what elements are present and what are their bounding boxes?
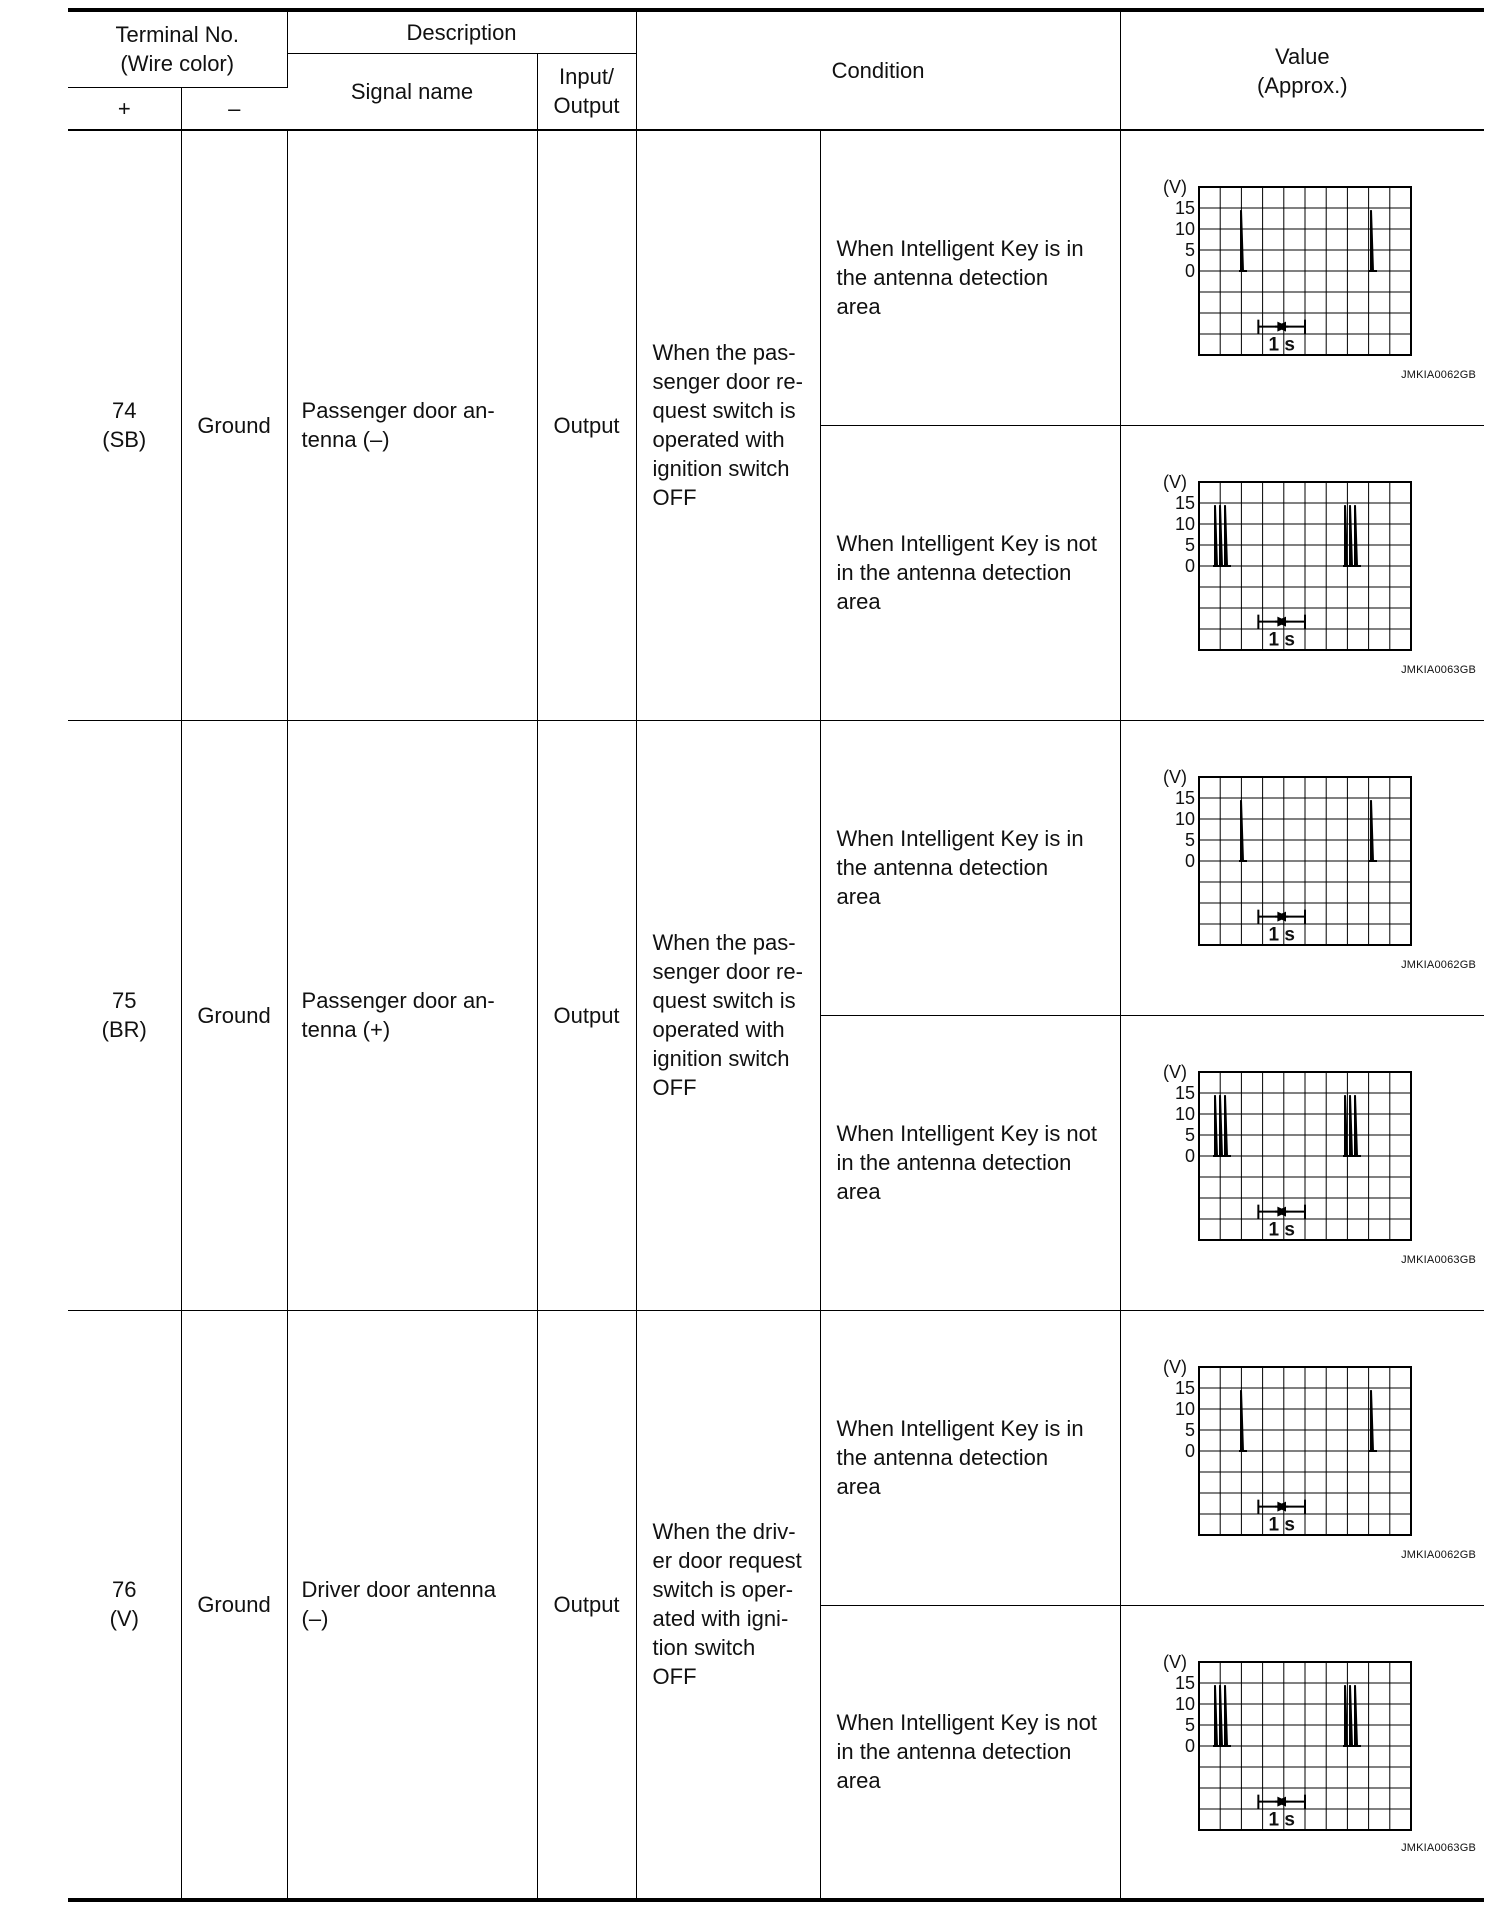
sub-condition-cell	[820, 1310, 1120, 1605]
y-unit-label: (V)	[1162, 1061, 1187, 1082]
signal-line: tenna (+)	[301, 1017, 391, 1042]
terminal-header-text: Terminal No.	[115, 22, 239, 48]
y-unit-label: (V)	[1162, 177, 1187, 197]
waveform-cell	[1120, 1605, 1484, 1900]
y-tick-label: 15	[1174, 1377, 1195, 1398]
figure-code: JMKIA0062GB	[1401, 958, 1477, 971]
condition-line: OFF	[652, 485, 697, 511]
ground-cell: Ground	[181, 130, 287, 720]
terminal-cell	[68, 720, 181, 1310]
sub-condition-line: the antenna detection	[836, 1445, 1049, 1470]
y-tick-label: 10	[1174, 513, 1195, 534]
time-scale-label: 1 s	[1268, 1809, 1295, 1831]
plus-header: +	[68, 87, 181, 130]
signal-pulse	[1239, 210, 1247, 271]
sub-condition-line: When Intelligent Key is in	[836, 1416, 1084, 1441]
table-row	[68, 1310, 1484, 1605]
signal-pulse	[1239, 1390, 1247, 1451]
condition-line: quest switch is	[652, 398, 796, 424]
y-tick-label: 10	[1174, 1398, 1195, 1419]
condition-line: quest switch is	[652, 988, 796, 1013]
time-scale-label: 1 s	[1268, 629, 1295, 651]
wire-color: (SB)	[102, 427, 147, 453]
signal-pulse	[1369, 800, 1377, 861]
sub-condition-line: in the antenna detection	[836, 1150, 1072, 1175]
sub-condition-line: When Intelligent Key is in	[836, 826, 1084, 851]
condition-cell	[636, 720, 820, 1310]
condition-cell	[636, 130, 820, 720]
io-header-text-2: Output	[553, 93, 620, 119]
figure-code: JMKIA0063GB	[1401, 663, 1477, 676]
condition-line: operated with	[652, 1017, 785, 1042]
io-cell: Output	[537, 1310, 636, 1900]
waveform-cell	[1120, 720, 1484, 1015]
sub-condition-line: When Intelligent Key is not	[836, 1710, 1098, 1736]
y-tick-label: 15	[1174, 1082, 1195, 1103]
y-tick-label: 15	[1174, 1672, 1195, 1693]
condition-line: senger door re-	[652, 959, 803, 984]
sub-condition-line: area	[836, 1768, 881, 1794]
y-tick-label: 0	[1184, 1440, 1195, 1461]
terminal-number: 75	[112, 988, 137, 1013]
terminal-number: 76	[112, 1577, 137, 1603]
condition-line: When the pas-	[652, 340, 796, 366]
signal-pulse	[1343, 1685, 1361, 1746]
y-tick-label: 5	[1184, 829, 1195, 850]
sub-condition-line: area	[836, 1179, 881, 1204]
waveform-cell	[1120, 130, 1484, 425]
terminal-cell	[68, 130, 181, 720]
sub-condition-line: area	[836, 294, 881, 320]
condition-line: tion switch	[652, 1635, 756, 1661]
sub-condition-cell	[820, 1605, 1120, 1900]
y-tick-label: 5	[1184, 240, 1195, 260]
condition-line: ated with igni-	[652, 1606, 789, 1632]
io-cell: Output	[537, 720, 636, 1310]
condition-line: When the driv-	[652, 1519, 796, 1545]
wire-color-header-text: (Wire color)	[120, 51, 235, 77]
sub-condition-cell	[820, 425, 1120, 720]
sub-condition-line: When Intelligent Key is not	[836, 531, 1098, 556]
condition-header: Condition	[636, 10, 1120, 130]
waveform-chart	[1161, 765, 1411, 957]
y-tick-label: 5	[1184, 1124, 1195, 1145]
condition-line: switch is oper-	[652, 1577, 794, 1603]
sub-condition-line: in the antenna detection	[836, 560, 1072, 585]
condition-line: operated with	[652, 427, 785, 453]
condition-line: senger door re-	[652, 369, 803, 395]
condition-line: When the pas-	[652, 930, 796, 955]
figure-code: JMKIA0063GB	[1401, 1842, 1477, 1854]
waveform-cell	[1120, 1310, 1484, 1605]
condition-line: OFF	[652, 1075, 697, 1100]
wire-color: (BR)	[101, 1017, 147, 1042]
condition-line: ignition switch	[652, 456, 790, 482]
figure-code: JMKIA0063GB	[1401, 1253, 1477, 1266]
signal-name-cell	[287, 130, 537, 720]
y-tick-label: 10	[1174, 808, 1195, 829]
sub-condition-line: in the antenna detection	[836, 1739, 1072, 1765]
y-tick-label: 10	[1174, 219, 1195, 239]
y-tick-label: 15	[1174, 787, 1195, 808]
y-tick-label: 15	[1174, 492, 1195, 513]
signal-pulse	[1369, 210, 1377, 271]
y-tick-label: 5	[1184, 1714, 1195, 1735]
ground-cell: Ground	[181, 720, 287, 1310]
y-tick-label: 0	[1184, 1735, 1195, 1756]
io-header-text-1: Input/	[559, 64, 615, 90]
io-cell: Output	[537, 130, 636, 720]
signal-pulse	[1343, 1095, 1361, 1156]
signal-pulse	[1343, 505, 1361, 566]
y-unit-label: (V)	[1162, 471, 1187, 492]
signal-line: Driver door antenna	[301, 1577, 496, 1603]
signal-name-cell	[287, 720, 537, 1310]
condition-line: ignition switch	[652, 1046, 790, 1071]
y-tick-label: 0	[1184, 1145, 1195, 1166]
terminal-number: 74	[112, 398, 137, 424]
y-tick-label: 10	[1174, 1693, 1195, 1714]
minus-header: –	[181, 87, 287, 130]
table-row	[68, 130, 1484, 425]
signal-name-cell	[287, 1310, 537, 1900]
condition-line: er door request	[652, 1548, 802, 1574]
waveform-chart	[1161, 1060, 1411, 1252]
signal-pulse	[1213, 1095, 1231, 1156]
time-scale-label: 1 s	[1268, 1219, 1295, 1241]
io-header	[537, 53, 636, 130]
wire-color: (V)	[109, 1606, 139, 1632]
signal-line: tenna (–)	[301, 427, 390, 453]
y-tick-label: 0	[1184, 555, 1195, 576]
sub-condition-line: When Intelligent Key is in	[836, 236, 1084, 262]
signal-name-header: Signal name	[287, 53, 537, 130]
time-scale-label: 1 s	[1268, 334, 1295, 356]
figure-code: JMKIA0062GB	[1401, 368, 1477, 381]
sub-condition-cell	[820, 130, 1120, 425]
sub-condition-line: area	[836, 884, 881, 909]
signal-line: Passenger door an-	[301, 398, 495, 424]
ground-cell: Ground	[181, 1310, 287, 1900]
value-header-text: Value	[1274, 43, 1330, 69]
waveform-chart	[1161, 1355, 1411, 1547]
y-unit-label: (V)	[1162, 766, 1187, 787]
sub-condition-line: the antenna detection	[836, 265, 1049, 291]
terminal-cell	[68, 1310, 181, 1900]
sub-condition-line: area	[836, 1474, 881, 1499]
condition-cell	[636, 1310, 820, 1900]
approx-header-text: (Approx.)	[1257, 72, 1348, 98]
signal-pulse	[1239, 800, 1247, 861]
description-header: Description	[287, 10, 636, 53]
sub-condition-line: the antenna detection	[836, 855, 1049, 880]
y-unit-label: (V)	[1162, 1356, 1187, 1377]
waveform-cell	[1120, 1015, 1484, 1310]
waveform-chart	[1161, 1650, 1411, 1842]
terminal-table	[68, 8, 1484, 1902]
y-tick-label: 5	[1184, 1419, 1195, 1440]
y-unit-label: (V)	[1162, 1651, 1187, 1672]
time-scale-label: 1 s	[1268, 1514, 1295, 1536]
sub-condition-line: When Intelligent Key is not	[836, 1121, 1098, 1146]
sub-condition-cell	[820, 720, 1120, 1015]
y-tick-label: 15	[1174, 198, 1195, 218]
condition-line: OFF	[652, 1664, 697, 1690]
value-header	[1120, 10, 1484, 130]
sub-condition-line: area	[836, 589, 881, 614]
y-tick-label: 5	[1184, 534, 1195, 555]
sub-condition-cell	[820, 1015, 1120, 1310]
waveform-cell	[1120, 425, 1484, 720]
figure-code: JMKIA0062GB	[1401, 1548, 1477, 1561]
terminal-header	[68, 10, 287, 87]
signal-pulse	[1369, 1390, 1377, 1451]
y-tick-label: 10	[1174, 1103, 1195, 1124]
y-tick-label: 0	[1184, 850, 1195, 871]
signal-pulse	[1213, 1685, 1231, 1746]
signal-line: (–)	[301, 1606, 329, 1632]
waveform-chart	[1161, 470, 1411, 662]
time-scale-label: 1 s	[1268, 924, 1295, 946]
table-row	[68, 720, 1484, 1015]
spec-sheet	[68, 0, 1484, 1922]
signal-line: Passenger door an-	[301, 988, 495, 1013]
signal-pulse	[1213, 505, 1231, 566]
y-tick-label: 0	[1184, 261, 1195, 281]
waveform-chart	[1161, 175, 1411, 367]
